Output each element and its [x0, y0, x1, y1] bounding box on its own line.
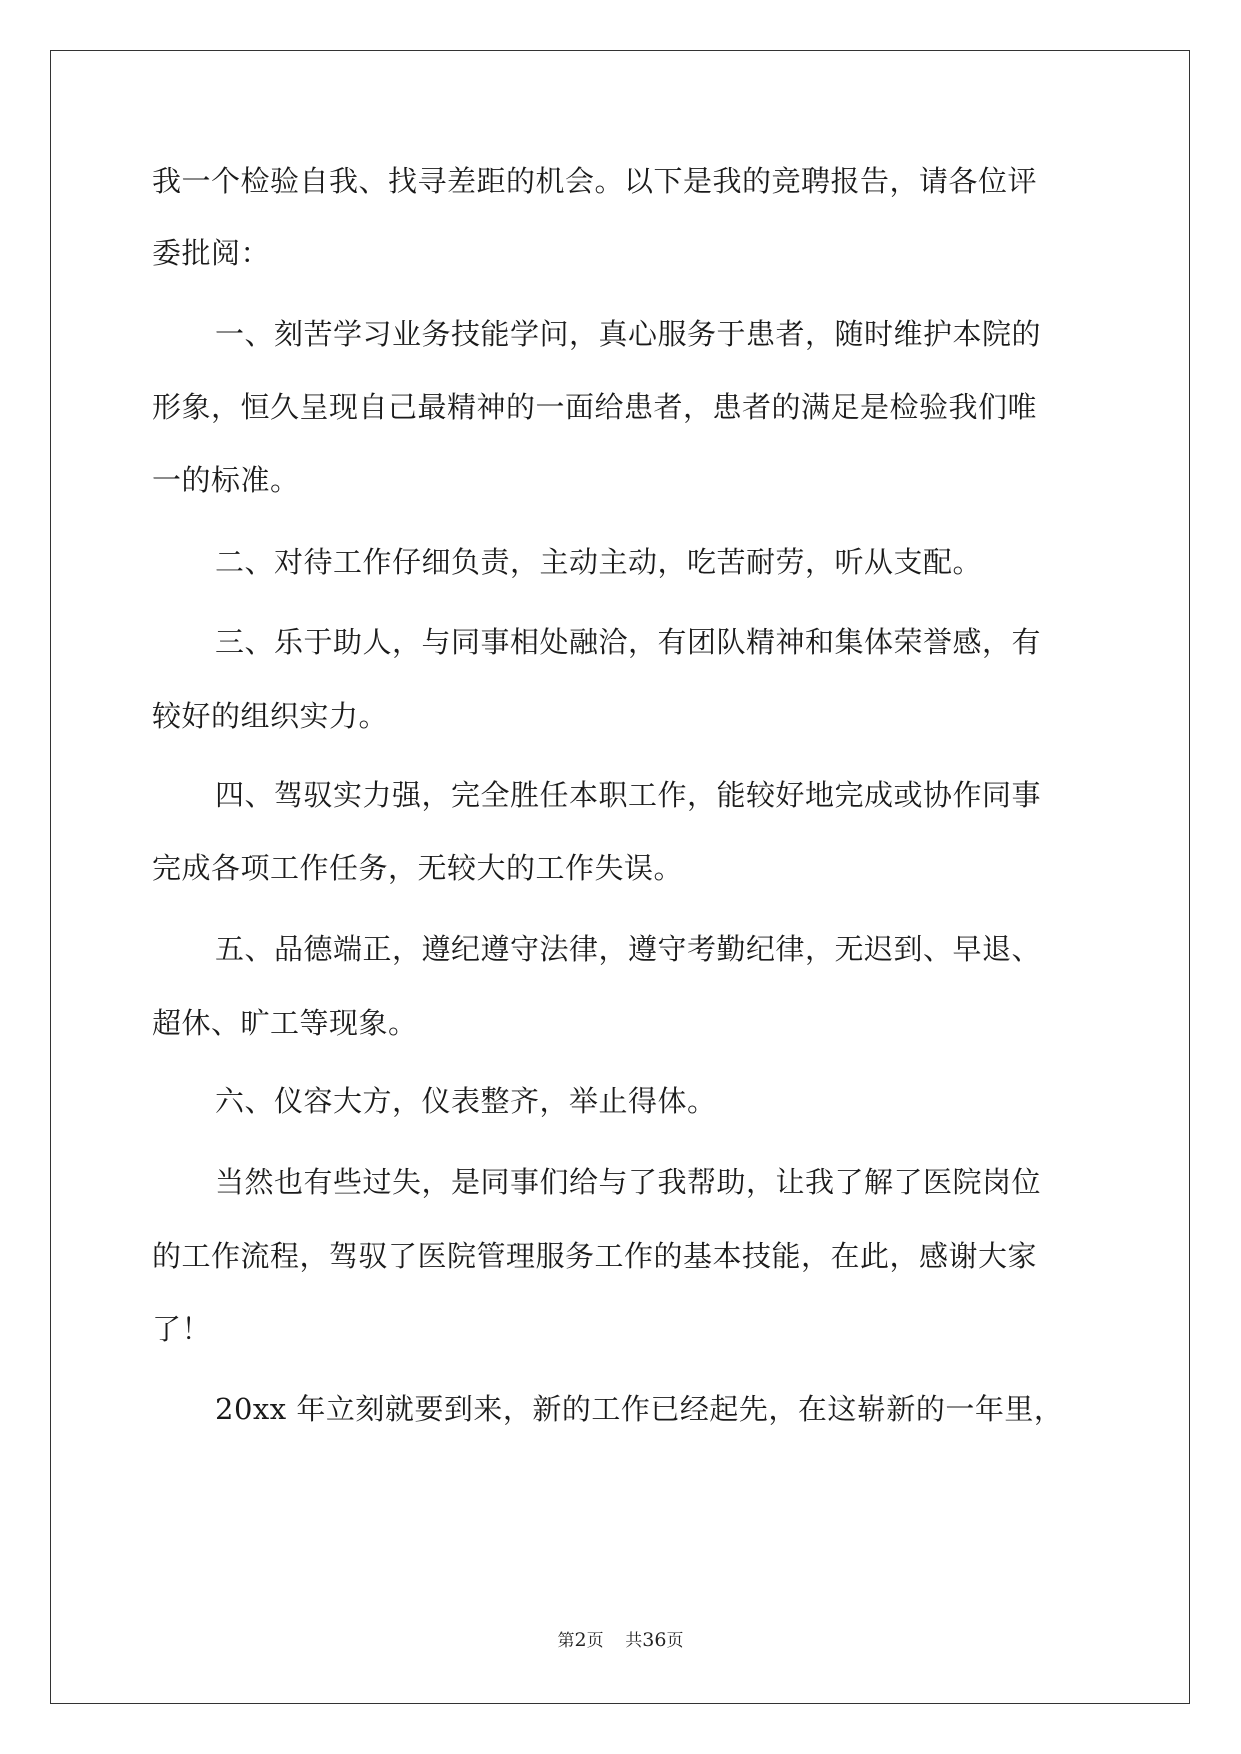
text-line: 了！ [152, 1312, 212, 1346]
paragraph-line: 20xx 年立刻就要到来，新的工作已经起先，在这崭新的一年里， [215, 1392, 1064, 1426]
total-pages: 36 [642, 1629, 667, 1651]
paragraph-line: 二、对待工作仔细负责，主动主动，吃苦耐劳，听从支配。 [215, 545, 983, 579]
text-line: 的工作流程，驾驭了医院管理服务工作的基本技能，在此，感谢大家 [152, 1239, 1038, 1273]
paragraph-line: 四、驾驭实力强，完全胜任本职工作，能较好地完成或协作同事 [215, 778, 1042, 812]
text-line: 一的标准。 [152, 463, 300, 497]
paragraph-line: 五、品德端正，遵纪遵守法律，遵守考勤纪律，无迟到、早退、 [215, 932, 1042, 966]
paragraph-line: 六、仪容大方，仪表整齐，举止得体。 [215, 1084, 717, 1118]
page-number: 2 [574, 1629, 587, 1651]
page-prefix: 第 [557, 1631, 575, 1651]
text-line: 较好的组织实力。 [152, 699, 389, 733]
page-footer [0, 1629, 1241, 1652]
text-line: 完成各项工作任务，无较大的工作失误。 [152, 851, 684, 885]
total-prefix: 共 [625, 1631, 643, 1651]
text-line: 我一个检验自我、找寻差距的机会。以下是我的竞聘报告，请各位评 [152, 164, 1038, 198]
text-line: 委批阅： [152, 236, 271, 270]
paragraph-line: 三、乐于助人，与同事相处融洽，有团队精神和集体荣誉感，有 [215, 625, 1042, 659]
text-line: 形象，恒久呈现自己最精神的一面给患者，患者的满足是检验我们唯 [152, 390, 1038, 424]
paragraph-line: 当然也有些过失，是同事们给与了我帮助，让我了解了医院岗位 [215, 1165, 1042, 1199]
page-suffix: 页 [586, 1631, 604, 1651]
total-suffix: 页 [666, 1631, 684, 1651]
paragraph-line: 一、刻苦学习业务技能学问，真心服务于患者，随时维护本院的 [215, 317, 1042, 351]
text-line: 超休、旷工等现象。 [152, 1006, 418, 1040]
